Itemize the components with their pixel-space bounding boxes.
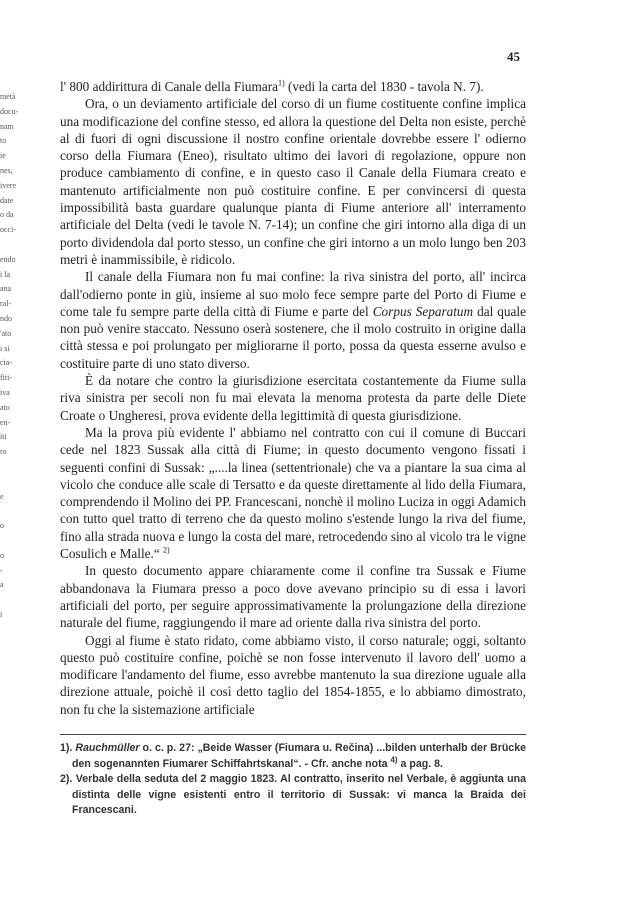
- margin-fragment: iti: [0, 432, 7, 442]
- margin-fragment: [0, 623, 16, 638]
- margin-fragment: i la: [0, 269, 10, 279]
- page-number: 45: [507, 49, 520, 64]
- paragraph-5: Ma la prova più evidente l' abbiamo nel contratto con cui il comune di Buccari cede nel 1823 Sussak alla città di Fiume; in questo documento vengono fissati i seguenti confini di Sussak: „....la linea (settentrionale) che va a piantare la sua cima al vicolo che conduce alle scale di Tersatto e da queste direttamente al lido della Fiumara, comprendendo il Molino dei PP. Francescani, nonchè il molino Luciza in oggi Adamich con tutto quel tratto di terreno che da questo molino s'estende lungo la riva del fiume, fino alla strada nuova e lungo la costa del mare, retrocedendo sino al vicolo tra le vigne Cosulich e Malle.“ $^{2)}$: [60, 424, 526, 562]
- footnote-1: 1). Rauchmüller o. c. p. 27: „Beide Wasser (Fiumara u. Rečina) ...bilden unterhalb der Brücke den sogenannten Fiumarer Schiffahrtskanal“. - Cfr. anche nota $^{4)}$ a pag. 8.: [60, 742, 526, 770]
- margin-fragment: ivere: [0, 180, 16, 190]
- margin-fragment: o da: [0, 210, 14, 220]
- margin-fragment: o: [0, 550, 4, 560]
- margin-fragment: ana: [0, 284, 12, 294]
- margin-fragment: nam: [0, 121, 14, 131]
- margin-fragment: i si: [0, 343, 10, 353]
- margin-fragment: endo: [0, 254, 16, 264]
- footnote-divider: [60, 734, 526, 735]
- footnote-author: Rauchmüller: [75, 742, 140, 754]
- margin-fragment: en-: [0, 417, 11, 427]
- main-text: [60, 78, 526, 718]
- margin-fragment: e: [0, 491, 4, 501]
- corpus-separatum: Corpus Separatum: [372, 303, 474, 319]
- paragraph-6: In questo documento appare chiaramente come il confine tra Sussak e Fiume abbandonava la Fiumara presso a poco dove avevano principio su di essa i lavori artificiali del porto, per seguire approssimativamente la prolungazione della direzione naturale del fiume, raggiungendo il mare ad oriente dalla riva sinistra del porto.: [60, 563, 526, 631]
- paragraph-1: l' 800 addirittura di Canale della Fiumara$^{1)}$ (vedi la carta del 1830 - tavola N. 7).: [60, 78, 484, 94]
- paragraph-2: Ora, o un deviamento artificiale del corso di un fiume costituente confine implica una modificazione del confine stesso, ed allora la questione del Delta non esiste, perchè al di fuori di ogni discussione il nostro confine orientale dovrebbe essere l' odierno corso della Fiumara (Eneo), risultato ultimo dei lavori di regolazione, oppure non produce cambiamento di confine, e in questo caso il Canale della Fiumara creato e mantenuto artificialmente non può costituire confine. E per convincersi di questa impossibilità basta guardare qualunque pianta di Fiume anteriore all' interramento artificiale del Delta (vedi le tavole N. 7-14); un confine che giri intorno alla diga di un porto dividendola dal porto stesso, un confine che giri intorno a un molo lungo ben 203 metri è inammissibile, è ridicolo.: [60, 96, 526, 267]
- margin-fragment: occi-: [0, 225, 16, 235]
- margin-fragment: ro: [0, 447, 7, 457]
- margin-fragment: [0, 593, 16, 608]
- margin-fragment: [0, 637, 16, 652]
- margin-fragment: [0, 475, 16, 490]
- margin-fragment: [0, 534, 16, 549]
- margin-fragment: [0, 460, 16, 475]
- paragraph-7: Oggi al fiume è stato ridato, come abbiamo visto, il corso naturale; oggi, soltanto questo può costituire confine, poichè se non fosse intervenuto il lavoro dell' uomo a modificare l'andamento del fiume, esso avrebbe mantenuto la sua direzione uguale alla direzione attuale, poichè il così detto taglio del 1854-1855, e lo abbiamo dimostrato, non fu che la sistemazione artificiale: [60, 632, 526, 717]
- margin-fragment: docu-: [0, 106, 19, 116]
- margin-fragment: iva: [0, 387, 10, 397]
- margin-fragment: ral-: [0, 299, 12, 309]
- margin-fragment: cia-: [0, 358, 12, 368]
- margin-fragment: metà: [0, 92, 16, 101]
- margin-fragment: ie: [0, 151, 6, 161]
- margin-fragment: date: [0, 195, 14, 205]
- margin-fragment: nes,: [0, 165, 13, 175]
- margin-fragment: ato: [0, 402, 10, 412]
- margin-fragment: -: [0, 565, 3, 575]
- footnote-ref-1: 1): [278, 78, 285, 88]
- margin-fragment: [0, 504, 16, 519]
- margin-fragment: ndo: [0, 313, 12, 323]
- footnotes: [60, 741, 526, 819]
- footnote-2: 2). Verbale della seduta del 2 maggio 1823. Al contratto, inserito nel Verbale, è aggiunta una distinta delle vigne esistenti entro il territorio di Sussak: vi manca la Braida dei Francescani.: [60, 773, 526, 816]
- margin-fragments: [0, 90, 19, 652]
- paragraph-4: È da notare che contro la giurisdizione esercitata costantemente da Fiume sulla riva sinistra per secoli non fu mai elevata la menoma protesta da parte delle Diete Croate o Ungheresi, prova evidente della legittimità di questa giurisdizione.: [60, 373, 526, 423]
- margin-fragment: a: [0, 580, 4, 590]
- margin-fragment: fiti-: [0, 373, 12, 383]
- margin-fragment: 'ato: [0, 328, 12, 338]
- margin-fragment: to: [0, 136, 7, 146]
- footnote-ref-2: 2): [163, 545, 170, 555]
- paragraph-3: Il canale della Fiumara non fu mai confine: la riva sinistra del porto, all' incirca dall'odierno ponte in giù, insieme al suo molo fece sempre parte del Porto di Fiume e come tale fu sempre parte della città di Fiume e parte del Corpus Separatum dal quale non può venire staccato. Nessuno oserà sostenere, che il molo costruito in origine dalla città stessa e poi prolungato per migliorarne il porto, possa da questa esserne avulso e costituire parte di uno stato diverso.: [60, 269, 526, 371]
- margin-fragment: o: [0, 521, 4, 531]
- margin-fragment: [0, 238, 16, 253]
- margin-fragment: i: [0, 609, 3, 619]
